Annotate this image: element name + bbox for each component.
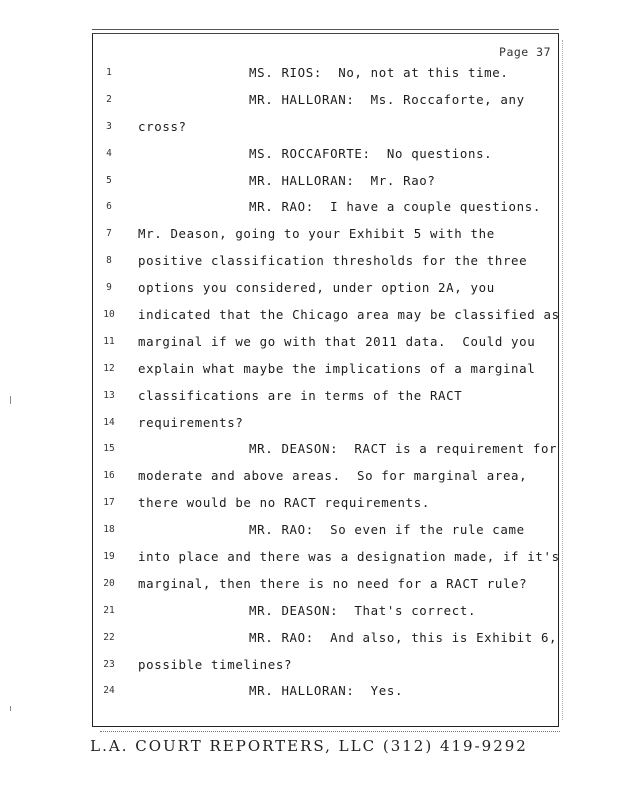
transcript-line <box>92 386 559 413</box>
line-number: 13 <box>103 389 115 401</box>
transcript-line <box>92 547 559 574</box>
line-number: 17 <box>103 497 115 509</box>
line-text: Mr. Deason, going to your Exhibit 5 with the <box>138 226 495 242</box>
line-text: marginal, then there is no need for a RACT rule? <box>138 575 528 591</box>
line-number: 10 <box>103 309 115 321</box>
line-number: 22 <box>103 631 115 643</box>
transcript-line <box>92 144 559 171</box>
line-text: indicated that the Chicago area may be classified as <box>138 307 560 323</box>
line-number: 19 <box>103 551 115 563</box>
line-text: into place and there was a designation made, if it's <box>138 549 560 565</box>
line-text: moderate and above areas. So for marginal area, <box>138 468 528 484</box>
line-number: 16 <box>103 470 115 482</box>
page-top-rule <box>92 29 559 30</box>
line-text: MS. ROCCAFORTE: No questions. <box>249 145 493 161</box>
line-number: 11 <box>103 335 115 347</box>
transcript-line <box>92 413 559 440</box>
left-edge-mark <box>10 396 14 404</box>
line-number: 12 <box>103 362 115 374</box>
line-text: MR. DEASON: That's correct. <box>249 602 477 618</box>
transcript-line <box>92 466 559 493</box>
transcript-line <box>92 332 559 359</box>
transcript-line <box>92 520 559 547</box>
transcript-line <box>92 601 559 628</box>
line-text: explain what maybe the implications of a marginal <box>138 360 536 376</box>
transcript-line <box>92 681 559 708</box>
line-number: 24 <box>103 685 115 697</box>
line-text: MR. HALLORAN: Mr. Rao? <box>249 172 436 188</box>
line-number: 1 <box>106 67 112 78</box>
page-number: Page 37 <box>499 45 551 59</box>
line-text: MR. RAO: And also, this is Exhibit 6, <box>249 629 558 645</box>
transcript-line <box>92 197 559 224</box>
transcript-line <box>92 224 559 251</box>
line-number: 15 <box>103 443 115 455</box>
line-text: requirements? <box>138 414 244 430</box>
transcript-line <box>92 90 559 117</box>
line-number: 21 <box>103 604 115 616</box>
transcript-line <box>92 655 559 682</box>
right-margin-dots <box>562 40 564 720</box>
line-number: 23 <box>103 658 115 670</box>
line-text: MR. RAO: So even if the rule came <box>249 522 525 538</box>
transcript-line <box>92 574 559 601</box>
line-text: MR. DEASON: RACT is a requirement for <box>249 441 558 457</box>
line-number: 2 <box>106 93 112 105</box>
transcript-line <box>92 171 559 198</box>
line-number: 4 <box>106 147 112 159</box>
line-text: MR. RAO: I have a couple questions. <box>249 199 541 215</box>
line-text: positive classification thresholds for the three <box>138 253 528 269</box>
line-number: 7 <box>106 228 112 240</box>
footer-rule <box>100 731 560 733</box>
line-text: MS. RIOS: No, not at this time. <box>249 65 509 80</box>
transcript-line <box>92 305 559 332</box>
transcript-line <box>92 278 559 305</box>
line-number: 8 <box>106 255 112 267</box>
line-number: 14 <box>103 416 115 428</box>
line-text: MR. HALLORAN: Ms. Roccaforte, any <box>249 91 525 107</box>
transcript-line <box>92 251 559 278</box>
line-text: possible timelines? <box>138 656 293 672</box>
line-number: 3 <box>106 120 112 132</box>
line-text: MR. HALLORAN: Yes. <box>249 683 404 699</box>
transcript-line <box>92 439 559 466</box>
transcript-line <box>92 63 559 90</box>
line-number: 5 <box>106 174 112 186</box>
line-number: 20 <box>103 577 115 589</box>
transcript-line <box>92 493 559 520</box>
transcript-line <box>92 117 559 144</box>
transcript-line <box>92 359 559 386</box>
reporter-footer: L.A. COURT REPORTERS, LLC (312) 419-9292 <box>90 737 528 755</box>
line-number: 9 <box>106 282 112 294</box>
line-text: marginal if we go with that 2011 data. Could you <box>138 333 536 349</box>
line-number: 18 <box>103 524 115 536</box>
left-edge-mark <box>10 706 14 711</box>
line-text: there would be no RACT requirements. <box>138 495 430 511</box>
line-number: 6 <box>106 201 112 213</box>
line-text: options you considered, under option 2A, you <box>138 280 495 296</box>
line-text: cross? <box>138 118 187 134</box>
transcript-line <box>92 628 559 655</box>
line-text: classifications are in terms of the RACT <box>138 387 463 403</box>
transcript-body <box>92 63 559 708</box>
